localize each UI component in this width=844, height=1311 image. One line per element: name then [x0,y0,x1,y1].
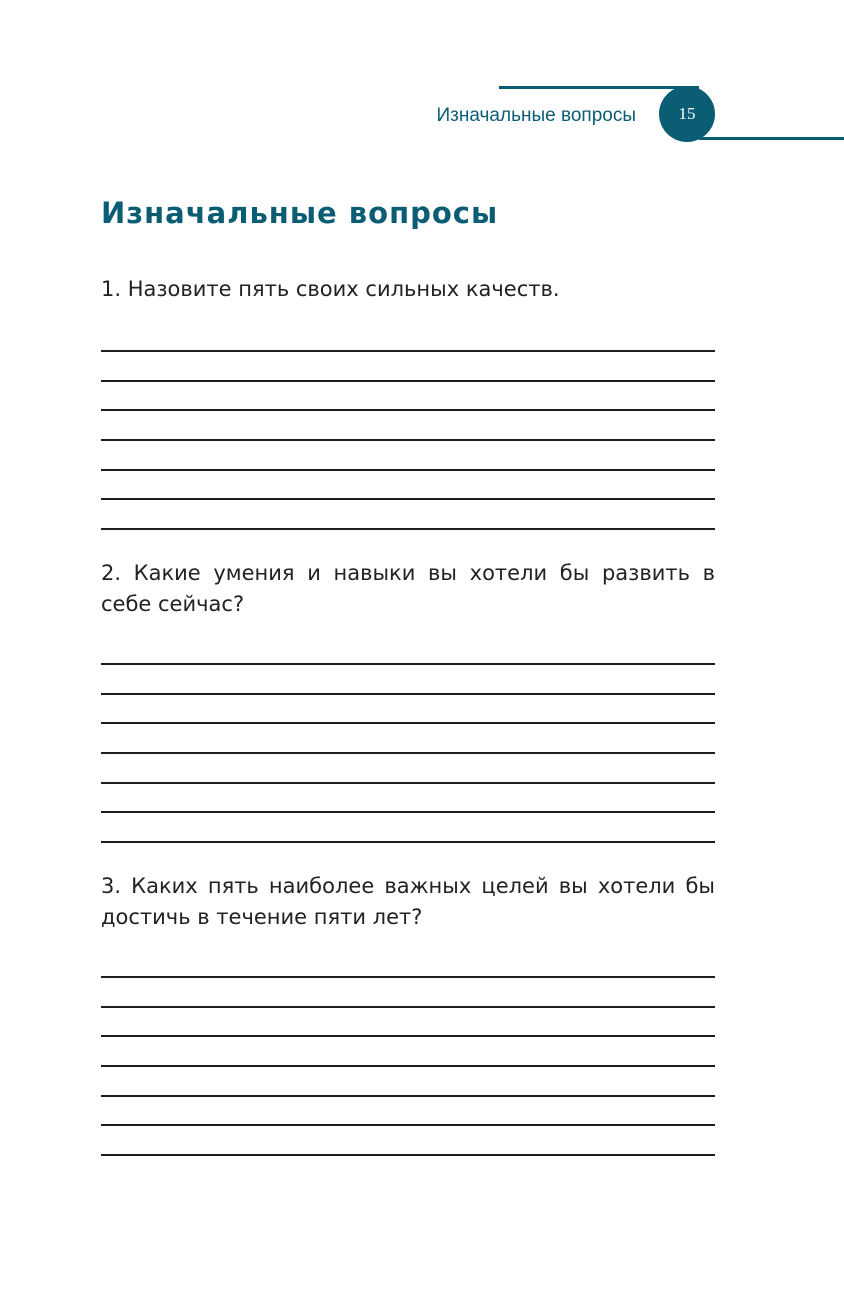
answer-line [101,1154,715,1156]
answer-line [101,528,715,530]
question-3: 3. Каких пять наиболее важных целей вы хотели бы достичь в течение пяти лет? [101,874,715,929]
question-2: 2. Какие умения и навыки вы хотели бы развить в себе сейчас? [101,561,715,616]
question-1: 1. Назовите пять своих сильных качеств. [101,277,560,301]
answer-line [101,811,715,813]
answer-line [101,841,715,843]
page-title: Изначальные вопросы [101,196,499,230]
answer-line [101,439,715,441]
answer-line [101,1035,715,1037]
answer-line [101,1095,715,1097]
answer-line [101,782,715,784]
answer-line [101,1065,715,1067]
page-number-badge [659,86,715,142]
answer-line [101,380,715,382]
header-bottom-rule [699,137,844,140]
answer-line [101,752,715,754]
answer-line [101,976,715,978]
answer-line [101,498,715,500]
answer-line [101,1006,715,1008]
answer-line [101,693,715,695]
answer-line [101,469,715,471]
answer-line [101,1124,715,1126]
running-title: Изначальные вопросы [436,105,636,126]
header-top-rule [499,86,699,89]
answer-line [101,663,715,665]
answer-line [101,409,715,411]
answer-line [101,722,715,724]
page-number: 15 [678,104,696,123]
answer-line [101,350,715,352]
